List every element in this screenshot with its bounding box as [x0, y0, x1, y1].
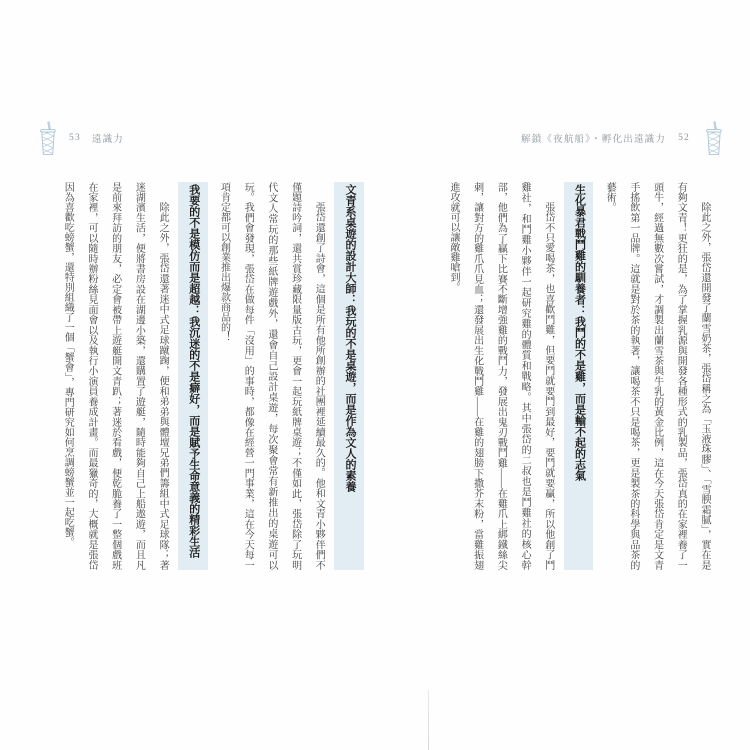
right-page-header: [521, 120, 724, 156]
section-heading-cockfighting: 生化暴君戰鬥雞的馴養者：我鬥的不是雞，而是輸不起的志氣: [564, 182, 594, 570]
paragraph-cockfighting: 張岱不只愛喝茶，也喜歡鬥雞，但要鬥就要鬥到最好，要鬥就要贏，所以他創了鬥雞社，和鬥雞小夥伴一起研究雞的體質和戰略。其中張岱的二叔也是鬥雞社的核心幹部，他們為了贏下比賽不斷增強雞的戰鬥力，發展出鬼刃戰鬥雞——在雞爪上綁鐵絲尖刺，讓對方的雞爪爪見血；還發展出生化戰鬥雞——在雞的翅膀下撒芥末粉，當雞振翅進攻就可以讓敵雞嗆到。: [447, 182, 554, 570]
paragraph-milk-tea: 除此之外，張岱還開發了蘭雪奶茶，張岱稱之為「玉液珠膠」、「雪腴霜膩」，實在是有夠文青！更狂的是，為了掌握乳源與開發各種形式的乳製品，張岱真的在家裡養了一頭牛，經過無數次嘗試，才調製出蘭雪茶與牛乳的黃金比例，這在今天張岱肯定是文青手搖飲第一品牌。這就是對於茶的執著，讓喝茶不只是喝茶，更是製茶的科學與品茶的藝術。: [604, 182, 710, 570]
paragraph-hobbies: 除此之外，張岱還著迷中式足球蹴踘，便和弟弟與體壇兄弟們籌組中式足球隊；著迷湖濱生活，便將書房設在湖邊小築，還購置了遊艇，隨時能夠自己上船遨遊，而且凡是前來拜訪的朋友，必定會被帶上遊艇開文青趴；著迷於看戲，便乾脆養了一整個戲班在家裡，可以隨時辦粉絲見面會以及執行小演員養成計畫。而最獵奇的，大概就是張岱因為喜歡吃螃蟹，還特別組織了一個「蟹會」，專門研究如何烹調螃蟹並一起吃蟹。: [62, 182, 169, 570]
chapter-title: 解鎖《夜航船》・孵化出遠識力: [521, 135, 667, 145]
page-gutter-shadow: [428, 690, 429, 750]
left-page-number: 53: [69, 133, 81, 143]
paragraph-poetry-club: 張岱還創了詩會，這個是所有他所創辦的社團裡延續最久的。他和文青小夥伴們不僅題詩吟詞，還共賞珍藏限量版古玩，更會一起玩紙牌桌遊；不僅如此，張岱除了玩明代文人常玩的那些紙牌遊戲外，還會自己設計桌遊，每次聚會常有新推出的桌遊可以玩。我們會發現，張岱在做每件「沒用」的事時，都像在經營一門事業，這在今天每一項肯定都可以創業推出爆款商品的！: [218, 182, 325, 570]
right-page-body: [447, 182, 716, 570]
left-running-title: 遠識力: [91, 135, 125, 145]
left-page-header: [36, 120, 124, 156]
bubble-tea-cup-icon: [36, 120, 58, 156]
section-heading-boardgames: 文青系桌遊的設計大師：我玩的不是桌遊，而是作為文人的素養: [334, 182, 364, 570]
bubble-tea-cup-icon: [702, 120, 724, 156]
right-page-number: 52: [678, 133, 690, 143]
section-heading-lifestyle: 我要的不是模仿而是超越：我沉迷的不是癖好，而是賦予生命意義的精彩生活: [178, 182, 208, 570]
left-page-body: [55, 182, 368, 570]
